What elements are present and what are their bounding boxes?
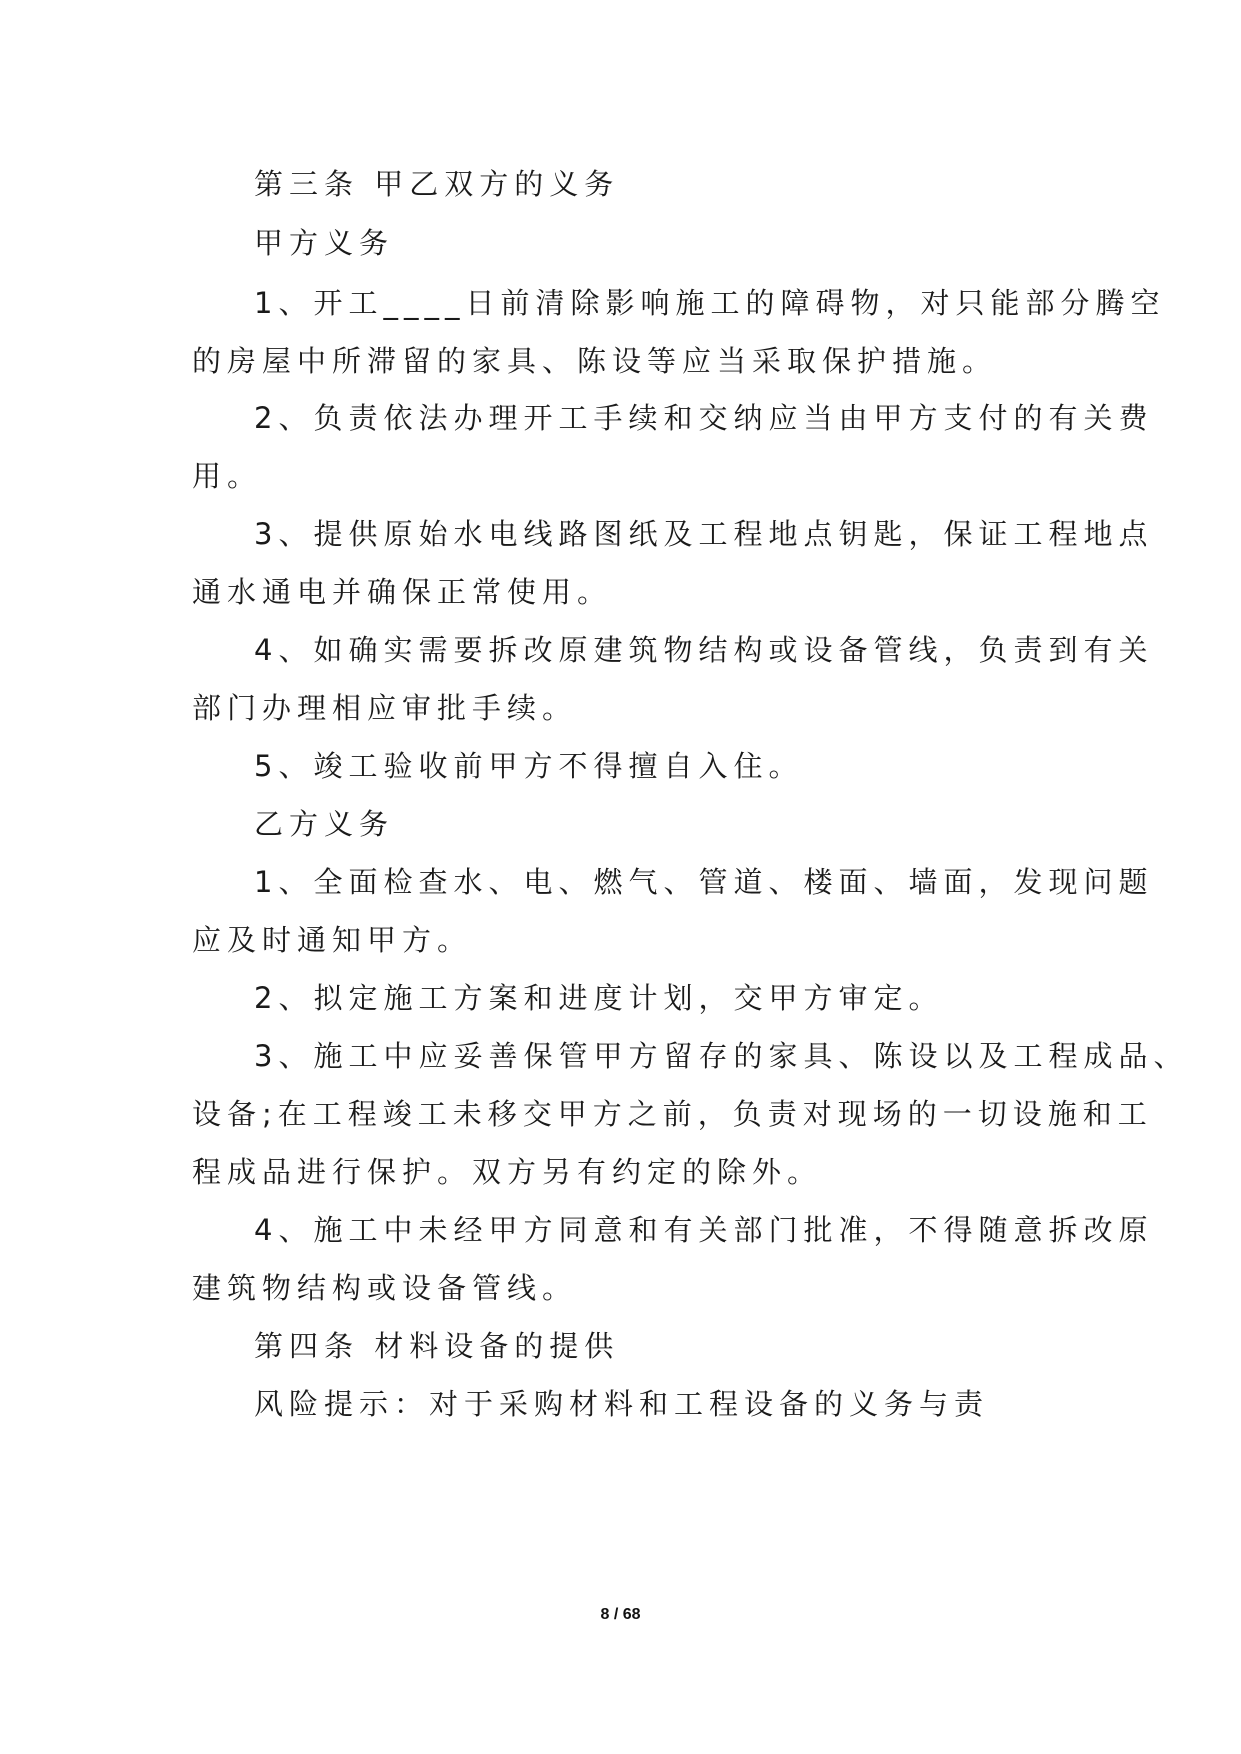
paragraph-line: 4、施工中未经甲方同意和有关部门批准，不得随意拆改原 <box>254 1213 1154 1247</box>
paragraph-line: 1、全面检查水、电、燃气、管道、楼面、墙面，发现问题 <box>254 865 1154 899</box>
section-heading-article-4: 第四条 材料设备的提供 <box>254 1329 620 1363</box>
paragraph-line: 程成品进行保护。双方另有约定的除外。 <box>192 1155 823 1189</box>
paragraph-line: 4、如确实需要拆改原建筑物结构或设备管线，负责到有关 <box>254 633 1154 667</box>
paragraph-line: 通水通电并确保正常使用。 <box>192 575 613 609</box>
paragraph-line: 的房屋中所滞留的家具、陈设等应当采取保护措施。 <box>192 344 998 378</box>
paragraph-line: 1、开工____日前清除影响施工的障碍物，对只能部分腾空 <box>254 286 1166 320</box>
paragraph-line: 用。 <box>192 459 263 493</box>
paragraph-line: 部门办理相应审批手续。 <box>192 691 578 725</box>
paragraph-line: 设备;在工程竣工未移交甲方之前，负责对现场的一切设施和工 <box>192 1097 1153 1131</box>
subheading-party-b-obligations: 乙方义务 <box>254 807 395 841</box>
paragraph-line: 应及时通知甲方。 <box>192 923 473 957</box>
paragraph-line: 风险提示：对于采购材料和工程设备的义务与责 <box>254 1387 990 1421</box>
paragraph-line: 2、拟定施工方案和进度计划，交甲方审定。 <box>254 981 944 1015</box>
section-heading-article-3: 第三条 甲乙双方的义务 <box>254 167 620 201</box>
subheading-party-a-obligations: 甲方义务 <box>254 226 395 260</box>
paragraph-line: 建筑物结构或设备管线。 <box>192 1271 578 1305</box>
paragraph-line: 3、提供原始水电线路图纸及工程地点钥匙，保证工程地点 <box>254 517 1154 551</box>
paragraph-line: 2、负责依法办理开工手续和交纳应当由甲方支付的有关费 <box>254 401 1154 435</box>
page-number: 8 / 68 <box>600 1606 641 1623</box>
paragraph-line: 5、竣工验收前甲方不得擅自入住。 <box>254 749 804 783</box>
paragraph-line: 3、施工中应妥善保管甲方留存的家具、陈设以及工程成品、 <box>254 1039 1189 1073</box>
